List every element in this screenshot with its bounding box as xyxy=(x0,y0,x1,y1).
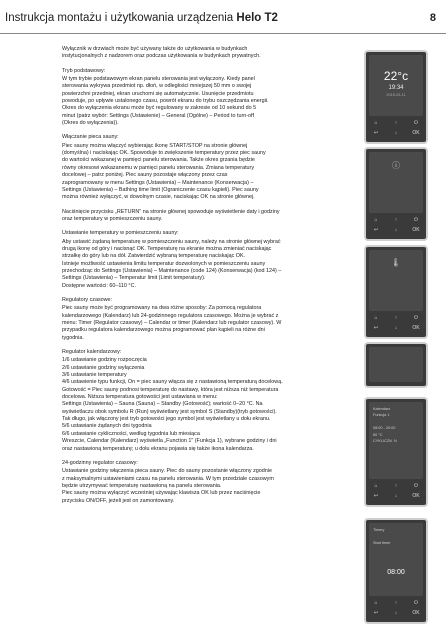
panel-screen xyxy=(369,55,423,116)
return-icon[interactable]: ↩ xyxy=(373,324,379,331)
home-icon[interactable]: ⌂ xyxy=(374,314,378,321)
panel-screen xyxy=(369,347,423,382)
panel-time: 19:34 xyxy=(388,85,404,91)
control-panel-home xyxy=(364,50,428,144)
arrow-up-icon[interactable]: ↑ xyxy=(394,216,398,223)
arrow-down-icon[interactable]: ↓ xyxy=(394,129,398,136)
power-icon[interactable]: ⏻ xyxy=(414,599,418,606)
paragraph-calendar: 1/6 ustawianie godziny rozpoczęcia 2/6 ustawianie godziny wyłączenia 3/6 ustawianie temperatury 4/6 ustawienie typu funkcji, On = piec sauny włącza się z nastawioną temperaturą docelową. Gotowość = Piec sauny podnosi temperaturę do nastawy, która jest niższa niż temperatura docelowa. Niższa temperatura gotowości jest ustawiana w menu: Settings (Ustawienia) – Sauna (Sauna) – Standby (Gotowość); wartość 0–20 °C. Na wyświetlaczu obok symbolu R (Run) wyświetlany jest symbol S (Standby)(tryb gotowości). Tak długo, jak włączony jest tryb gotowości jego symbol jest wyświetlany u dołu ekranu. 5/6 ustawianie żądanych dni tygodnia 6/6 ustawianie cykliczności, według tygodnia lub miesiąca Wreszcie, Calendar (Kalendarz) wyświetla „Function 1" (Funkcja 1), wybrane godziny i dni oraz nastawioną temperaturę; u dołu ekranu pojawia się także ikona kalendarza. xyxy=(62,357,283,452)
ok-button[interactable]: OK xyxy=(412,226,420,233)
paragraph-temperature: Aby ustawić żądaną temperaturę w pomieszczeniu sauny, należy na stronie głównej wybrać drugą ikonę od góry i nacisnąć OK. Temperaturę na ekranie można zmieniać naciskając strzałkę do góry lub na dół. Zatwierdzić wybraną temperaturę naciskając OK. Istnieje możliwość ustawienia limitu temperatur dozwolonych w pomieszczeniu sauny przechodząc do Settings (Ustawienia) – Maintenance (code 124) (Konserwacja) (kod 124) – Settings (Ustawienia) – Temperatur limit (Limit temperatury). Dostępne wartości: 60–110 °C. xyxy=(62,238,282,289)
ok-button[interactable]: OK xyxy=(412,492,420,499)
panel-buttons xyxy=(366,598,426,618)
panel-screen xyxy=(369,250,423,311)
paragraph-heater-on: Piec sauny można włączyć wybierając ikonę START/STOP na stronie głównej (domyślna) i naciskając OK. Spowoduje to zwiększenie temperatury przez piec sauny do wartości wskazanej w pamięci panelu sterowania. Także okres grzania będzie równy okresowi wskazanemu w pamięci panelu sterowania. Zmiana temperatury docelowej – patrz poniżej. Piec sauny pozostaje włączony przez czas zaprogramowany w menu Settings (Ustawienia) – Maintenance (Konserwacja) – Settings (Ustawienia) – Bathing time limit (Ograniczenie czasu kąpieli). Piec sauny można również wyłączyć, w dowolnym czasie, naciskając OK na stronie głównej. xyxy=(62,142,266,201)
section-heading-heater-on: Włączanie pieca sauny: xyxy=(62,134,119,141)
section-heading-temperature: Ustawianie temperatury w pomieszczeniu sauny: xyxy=(62,230,179,237)
ok-button[interactable]: OK xyxy=(412,609,420,616)
intro-paragraph: Wyłącznik w drzwiach może być używany także do użytkowania w budynkach instytucjonalnych z nadzorem oraz podczas użytkowania w budynkach prywatnych. xyxy=(62,46,261,60)
paragraph-return-note: Naciśnięcie przycisku „RETURN" na stronie głównej spowoduje wyświetlenie daty i godziny oraz temperatury w pomieszczeniu sauny. xyxy=(62,208,280,222)
panel-screen xyxy=(369,523,423,596)
paragraph-24h-timer: Ustawianie godziny włączenia pieca sauny. Piec do sauny pozostanie włączony zgodnie z maksymalnymi ustawieniami czasu na panelu sterowania. W tym przedziale czasowym będzie utrzymywać temperaturę nastawioną na panelu sterowania. Piec sauny można wyłączyć wcześniej używając klawisza OK lub przez naciśnięcie przycisku ON/OFF, jeżeli jest on zamontowany. xyxy=(62,468,274,504)
return-icon[interactable]: ↩ xyxy=(373,609,379,616)
control-panel-start xyxy=(364,147,428,241)
page-number: 8 xyxy=(429,12,436,24)
arrow-up-icon[interactable]: ↑ xyxy=(394,119,398,126)
control-panel-temperature xyxy=(364,245,428,339)
return-icon[interactable]: ↩ xyxy=(373,492,379,499)
header-divider xyxy=(0,33,446,34)
power-icon[interactable]: ⏻ xyxy=(414,482,418,489)
paragraph-timers: Piec sauny może być programowany na dwa różne sposoby: Za pomocą regulatora kalendarzowego (Kalendarz) lub 24-godzinnego regulatora czasowego. Można je wybrać z menu: Timer (Regulator czasowy) – Calendar or timer (Kalendarz lub regulator czasowy). W przypadku regulatora kalendarzowego można programować plan kąpieli na różne dni tygodnia. xyxy=(62,305,282,341)
panel-date: 2015-03-11 xyxy=(386,93,406,97)
arrow-up-icon[interactable]: ↑ xyxy=(394,314,398,321)
arrow-up-icon[interactable]: ↑ xyxy=(394,599,398,606)
section-heading-timers: Regulatory czasowe: xyxy=(62,296,113,303)
calendar-screen-text: Kalendarz Funkcja 1 08:00 - 20:00 60 °C CYKLICZN. N xyxy=(373,407,397,444)
home-icon[interactable]: ⌂ xyxy=(374,119,378,126)
paragraph-basic-mode: W tym trybie podstawowym ekran panelu sterowania jest wyłączony. Kiedy panel sterowania wykrywa przedmiot np. dłoń, w odległości mniejszej 50 mm o swojej powierzchni przedniej, ekran uruchomi się automatycznie. Usunięcie przedmiotu powoduje, po upływie ustalonego czasu, powrót ekranu do trybu oszczędzania energii. Okres do wyłączenia ekranu może być regulowany w zakresie od 10 sekund do 5 minut (patrz wybór: Settings (Ustawienie) – General (Ogólne) – Period to turn-off (Okres do wyłączenia)). xyxy=(62,76,269,127)
panel-temperature: 22°c xyxy=(383,69,409,83)
page-title: Instrukcja montażu i użytkowania urządzenia Helo T2 xyxy=(5,12,278,24)
panel-buttons xyxy=(366,481,426,501)
timer-screen-text: Timery Start timer xyxy=(373,528,391,545)
arrow-up-icon[interactable]: ↑ xyxy=(394,482,398,489)
page-header xyxy=(0,0,446,40)
power-icon[interactable]: ⏻ xyxy=(414,216,418,223)
return-icon[interactable]: ↩ xyxy=(373,226,379,233)
return-icon[interactable]: ↩ xyxy=(373,129,379,136)
panel-buttons xyxy=(366,118,426,138)
section-heading-24h-timer: 24-godzinny regulator czasowy: xyxy=(62,459,138,466)
info-icon: ⓘ xyxy=(392,161,400,170)
home-icon[interactable]: ⌂ xyxy=(374,216,378,223)
panel-buttons xyxy=(366,215,426,235)
control-panel-timer-select xyxy=(364,342,428,388)
arrow-down-icon[interactable]: ↓ xyxy=(394,492,398,499)
ok-button[interactable]: OK xyxy=(412,129,420,136)
panel-buttons xyxy=(366,313,426,333)
timer-start-time: 08:00 xyxy=(387,569,405,576)
control-panel-24h-timer xyxy=(364,518,428,624)
section-heading-basic-mode: Tryb podstawowy: xyxy=(62,67,106,74)
thermometer-icon: 🌡 xyxy=(390,258,402,267)
power-icon[interactable]: ⏻ xyxy=(414,119,418,126)
manual-body xyxy=(62,46,344,512)
arrow-down-icon[interactable]: ↓ xyxy=(394,609,398,616)
control-panel-calendar xyxy=(364,397,428,507)
arrow-down-icon[interactable]: ↓ xyxy=(394,226,398,233)
panel-screen xyxy=(369,152,423,213)
panel-screen xyxy=(369,402,423,479)
ok-button[interactable]: OK xyxy=(412,324,420,331)
home-icon[interactable]: ⌂ xyxy=(374,482,378,489)
home-icon[interactable]: ⌂ xyxy=(374,599,378,606)
power-icon[interactable]: ⏻ xyxy=(414,314,418,321)
section-heading-calendar: Regulator kalendarzowy: xyxy=(62,349,122,356)
arrow-down-icon[interactable]: ↓ xyxy=(394,324,398,331)
